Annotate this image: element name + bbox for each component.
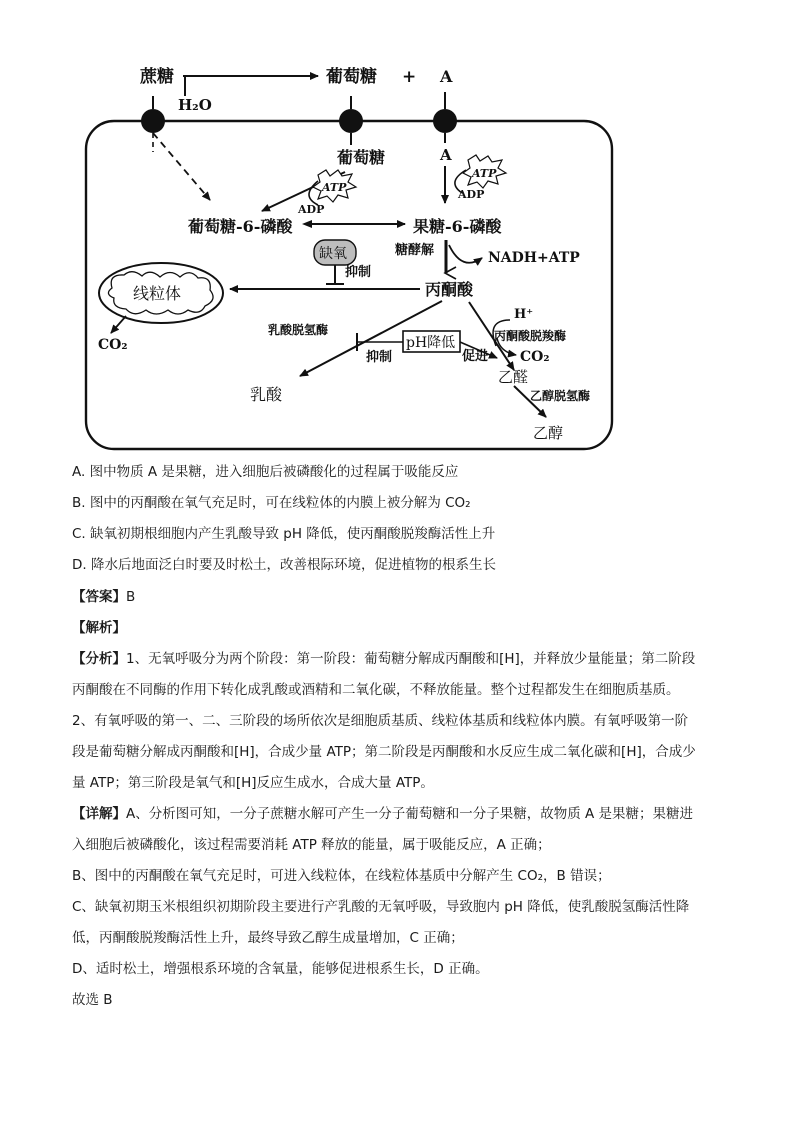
analysis-line-1 [72,644,732,675]
answer-value: B [126,589,136,605]
promote-label: 促进 [462,349,489,364]
acetaldehyde-label: 乙醛 [498,368,529,386]
co2-left-label: CO₂ [98,337,128,353]
detail-line-1 [72,799,732,830]
conclusion: 故选 B [72,992,113,1008]
sucrose-dashed-arrow [153,133,210,200]
answer-and-explanation [72,582,732,1016]
lactate-label: 乳酸 [250,385,283,404]
glucose-top-label: 葡萄糖 [326,67,377,87]
detail-line-4: C、缺氧初期玉米根组织初期阶段主要进行产乳酸的无氧呼吸，导致胞内 pH 降低，使乳酸脱氢酶活性降 [72,899,690,915]
adp-right-label: ADP [458,188,485,201]
analysis-line-3: 2、有氧呼吸的第一、二、三阶段的场所依次是细胞质基质、线粒体基质和线粒体内膜。有氧呼吸第一阶 [72,713,689,729]
adh-label: 乙醇脱氢酶 [530,389,591,403]
sucrose-label: 蔗糖 [140,67,174,87]
isomerase-arrow-left-head [302,220,312,228]
atp-left-label: ATP [322,181,347,194]
answer-line [72,582,732,613]
glucose-inner-label: 葡萄糖 [337,148,386,167]
option-d: D. 降水后地面泛白时要及时松土，改善根际环境，促进植物的根系生长 [72,557,496,573]
pyruvate-label: 丙酮酸 [425,280,474,299]
nadh-atp-label: NADH+ATP [488,250,580,266]
detail-text-1: A、分析图可知，一分子蔗糖水解可产生一分子葡萄糖和一分子果糖，故物质 A 是果糖；果糖进 [126,806,694,822]
inhibit-2-label: 抑制 [366,350,393,365]
g6p-label: 葡萄糖-6-磷酸 [188,217,293,236]
analysis-heading: 【解析】 [72,620,126,636]
ph-drop-label: pH降低 [406,335,456,351]
inhibit-1-label: 抑制 [345,265,372,280]
glycolysis-label: 糖酵解 [395,243,435,258]
sucrose-transporter [141,109,165,133]
adp-left-label: ADP [298,203,325,216]
h-plus-label: H⁺ [514,307,534,322]
pdc-label: 丙酮酸脱羧酶 [494,329,567,343]
option-b: B. 图中的丙酮酸在氧气充足时，可在线粒体的内膜上被分解为 CO₂ [72,495,471,511]
detail-label: 【详解】 [72,806,126,822]
detail-line-2: 入细胞后被磷酸化，该过程需要消耗 ATP 释放的能量，属于吸能反应，A 正确； [72,837,551,853]
glucose-transporter [339,109,363,133]
metabolism-diagram [0,0,794,460]
nadh-curve-arrow [449,245,482,263]
analysis-line-4: 段是葡萄糖分解成丙酮酸和[H]，合成少量 ATP；第二阶段是丙酮酸和水反应生成二氧化碳和[H]，合成少 [72,744,696,760]
analysis-label: 【分析】 [72,651,126,667]
detail-line-6: D、适时松土，增强根系环境的含氧量，能够促进根系生长，D 正确。 [72,961,489,977]
a-top-label: A [440,67,453,86]
detail-line-5: 低，丙酮酸脱羧酶活性上升，最终导致乙醇生成量增加，C 正确； [72,930,464,946]
answer-options [72,462,752,586]
mitochondria-label: 线粒体 [133,284,182,303]
ldh-label: 乳酸脱氢酶 [268,323,329,337]
atp-right-label: ATP [472,167,497,180]
analysis-line-5: 量 ATP；第三阶段是氧气和[H]反应生成水，合成大量 ATP。 [72,775,434,791]
plus-sign: + [402,67,417,87]
analysis-line-2: 丙酮酸在不同酶的作用下转化成乳酸或酒精和二氧化碳，不释放能量。整个过程都发生在细胞质基质。 [72,682,680,698]
water-label: H₂O [178,96,212,114]
answer-label: 【答案】 [72,589,126,605]
hypoxia-label: 缺氧 [319,246,347,262]
a-inner-label: A [440,146,452,164]
detail-line-3: B、图中的丙酮酸在氧气充足时，可进入线粒体，在线粒体基质中分解产生 CO₂，B 错误； [72,868,611,884]
co2-right-label: CO₂ [520,349,550,365]
fructose-transporter [433,109,457,133]
option-c: C. 缺氧初期根细胞内产生乳酸导致 pH 降低，使丙酮酸脱羧酶活性上升 [72,526,496,542]
option-a: A. 图中物质 A 是果糖，进入细胞后被磷酸化的过程属于吸能反应 [72,464,459,480]
f6p-label: 果糖-6-磷酸 [413,217,502,236]
analysis-text-1: 1、无氧呼吸分为两个阶段：第一阶段：葡萄糖分解成丙酮酸和[H]，并释放少量能量；第二阶段 [126,651,696,667]
mitochondria-co2-arrow [111,316,126,333]
ethanol-label: 乙醇 [533,424,564,442]
